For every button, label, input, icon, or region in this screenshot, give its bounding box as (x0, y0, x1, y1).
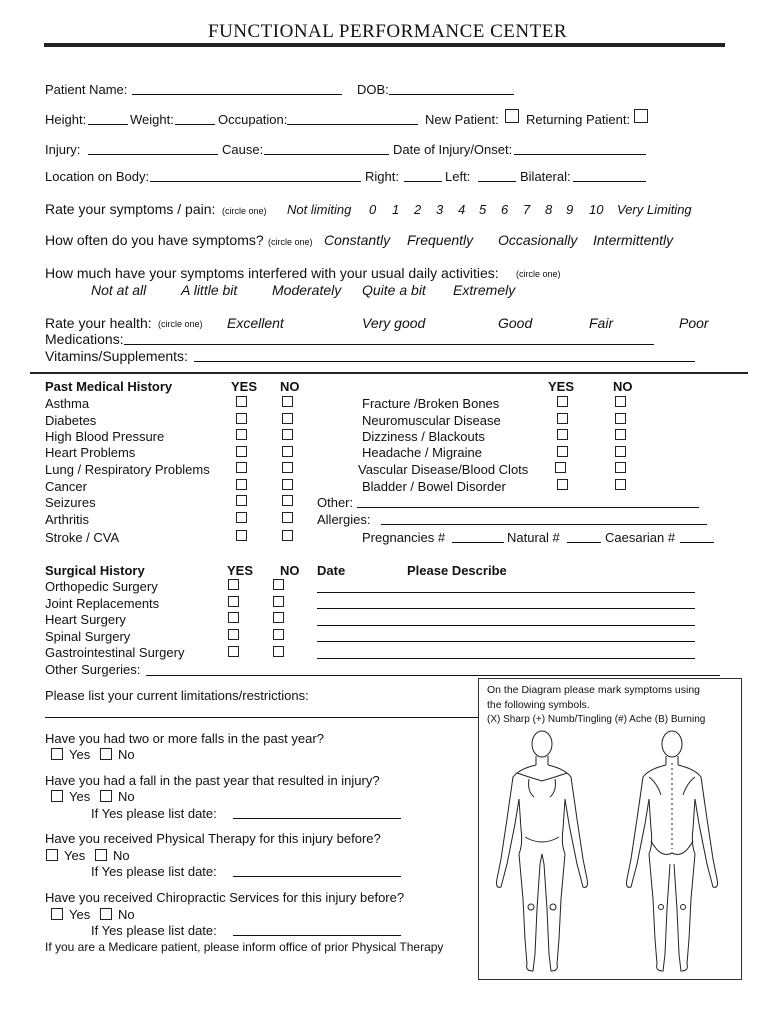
pmh-item-fracture: Fracture /Broken Bones (362, 396, 500, 411)
other-surgeries-field[interactable] (146, 675, 720, 676)
surgery-heart-no[interactable] (273, 612, 284, 623)
pmh-arthritis-no[interactable] (282, 512, 293, 523)
surgery-heart: Heart Surgery (45, 612, 126, 627)
date-injury-label: Date of Injury/Onset: (393, 142, 513, 157)
pmh-no-header-left: NO (280, 379, 300, 394)
pmh-other-field[interactable] (357, 507, 699, 508)
bilateral-field[interactable] (573, 181, 646, 182)
pmh-cancer-no[interactable] (282, 479, 293, 490)
how-often-label: How often do you have symptoms? (45, 232, 264, 248)
left-field[interactable] (478, 181, 516, 182)
limitations-label: Please list your current limitations/restrictions: (45, 688, 309, 703)
q3-no-label: No (113, 848, 130, 863)
injury-label: Injury: (45, 142, 81, 157)
occupation-label: Occupation: (218, 112, 288, 127)
health-circle-one: (circle one) (158, 319, 203, 329)
medications-label: Medications: (45, 331, 124, 347)
interfere-circle-one: (circle one) (516, 269, 561, 279)
vitamins-field[interactable] (194, 361, 695, 362)
freq-frequently[interactable]: Frequently (407, 232, 474, 248)
pmh-vascular-yes[interactable] (555, 462, 566, 473)
q4-text: Have you received Chiropractic Services for this injury before? (45, 890, 405, 905)
returning-patient-checkbox[interactable] (634, 109, 648, 123)
pmh-item-heart-problems: Heart Problems (45, 445, 136, 460)
surgery-heart-yes[interactable] (228, 612, 239, 623)
pmh-item-vascular: Vascular Disease/Blood Clots (358, 462, 529, 477)
health-fair[interactable]: Fair (589, 315, 614, 331)
health-poor[interactable]: Poor (679, 315, 709, 331)
pmh-hbp-yes[interactable] (236, 429, 247, 440)
pmh-vascular-no[interactable] (615, 462, 626, 473)
q2-no-checkbox[interactable] (100, 790, 112, 802)
pmh-headache-yes[interactable] (557, 446, 568, 457)
natural-field[interactable] (567, 542, 601, 543)
surgery-gastro-line[interactable] (317, 658, 695, 659)
surgery-spinal-yes[interactable] (228, 629, 239, 640)
surgery-spinal-line[interactable] (317, 641, 695, 642)
pmh-asthma-yes[interactable] (236, 396, 247, 407)
q2-no-label: No (118, 789, 135, 804)
q1-no-label: No (118, 747, 135, 762)
pmh-item-stroke: Stroke / CVA (45, 530, 120, 545)
pmh-lung-no[interactable] (282, 462, 293, 473)
returning-patient-label: Returning Patient: (526, 112, 631, 127)
pmh-diabetes-yes[interactable] (236, 413, 247, 424)
height-label: Height: (45, 112, 87, 127)
pmh-bladder-yes[interactable] (557, 479, 568, 490)
interfere-extremely[interactable]: Extremely (453, 282, 516, 298)
caesarian-label: Caesarian # (605, 530, 676, 545)
pmh-heart-yes[interactable] (236, 446, 247, 457)
surgery-gastro-yes[interactable] (228, 646, 239, 657)
bilateral-label: Bilateral: (520, 169, 571, 184)
allergies-field[interactable] (381, 524, 707, 525)
q2-text: Have you had a fall in the past year that resulted in injury? (45, 773, 380, 788)
q1-yes-label: Yes (69, 747, 91, 762)
pmh-dizziness-yes[interactable] (557, 429, 568, 440)
interfere-label: How much have your symptoms interfered with your usual daily activities: (45, 265, 499, 281)
scale-4[interactable]: 4 (458, 202, 466, 217)
q4-if-yes-label: If Yes please list date: (91, 923, 217, 938)
health-good[interactable]: Good (498, 315, 533, 331)
body-figures[interactable] (479, 729, 741, 979)
health-label: Rate your health: (45, 315, 152, 331)
pmh-item-cancer: Cancer (45, 479, 87, 494)
q2-date-field[interactable] (233, 818, 401, 819)
surgery-orthopedic-yes[interactable] (228, 579, 239, 590)
surgery-joint: Joint Replacements (45, 596, 160, 611)
front-body-figure (497, 731, 588, 971)
medications-field[interactable] (124, 344, 654, 345)
interfere-moderately[interactable]: Moderately (272, 282, 342, 298)
surgery-orthopedic-line[interactable] (317, 592, 695, 593)
surgery-spinal: Spinal Surgery (45, 629, 131, 644)
diagram-instructions-line1: On the Diagram please mark symptoms using (487, 684, 700, 696)
surgery-gastro: Gastrointestinal Surgery (45, 645, 185, 660)
cause-label: Cause: (222, 142, 264, 157)
q2-if-yes-label: If Yes please list date: (91, 806, 217, 821)
weight-label: Weight: (130, 112, 174, 127)
pmh-cancer-yes[interactable] (236, 479, 247, 490)
date-injury-field[interactable] (514, 154, 646, 155)
patient-name-field[interactable] (132, 94, 342, 95)
q4-no-label: No (118, 907, 135, 922)
pmh-headache-no[interactable] (615, 446, 626, 457)
q1-no-checkbox[interactable] (100, 748, 112, 760)
location-label: Location on Body: (45, 169, 150, 184)
pmh-item-neuromuscular: Neuromuscular Disease (362, 413, 501, 428)
pmh-heart-no[interactable] (282, 446, 293, 457)
scale-0[interactable]: 0 (369, 202, 377, 217)
cause-field[interactable] (264, 154, 389, 155)
q3-if-yes-label: If Yes please list date: (91, 864, 217, 879)
surgical-describe-header: Please Describe (407, 563, 507, 578)
q2-yes-label: Yes (69, 789, 91, 804)
surgery-spinal-no[interactable] (273, 629, 284, 640)
scale-2[interactable]: 2 (414, 202, 422, 217)
pmh-diabetes-no[interactable] (282, 413, 293, 424)
rate-symptoms-label: Rate your symptoms / pain: (45, 201, 216, 217)
q3-no-checkbox[interactable] (95, 849, 107, 861)
pmh-hbp-no[interactable] (282, 429, 293, 440)
very-limiting-option[interactable]: Very Limiting (617, 202, 692, 217)
right-field[interactable] (404, 181, 442, 182)
caesarian-field[interactable] (680, 542, 714, 543)
pmh-yes-header-left: YES (231, 379, 258, 394)
vitamins-label: Vitamins/Supplements: (45, 348, 188, 364)
q4-date-field[interactable] (233, 935, 401, 936)
pmh-item-diabetes: Diabetes (45, 413, 97, 428)
surgery-joint-no[interactable] (273, 596, 284, 607)
pmh-bladder-no[interactable] (615, 479, 626, 490)
weight-field[interactable] (175, 124, 215, 125)
pmh-item-bladder: Bladder / Bowel Disorder (362, 479, 506, 494)
pmh-item-seizures: Seizures (45, 495, 96, 510)
interfere-a-little-bit[interactable]: A little bit (181, 282, 238, 298)
pmh-heading: Past Medical History (45, 379, 173, 394)
body-diagram-panel (478, 678, 742, 980)
pmh-asthma-no[interactable] (282, 396, 293, 407)
surgical-yes-header: YES (227, 563, 254, 578)
new-patient-checkbox[interactable] (505, 109, 519, 123)
pmh-arthritis-yes[interactable] (236, 512, 247, 523)
pmh-item-lung: Lung / Respiratory Problems (45, 462, 210, 477)
interfere-quite-a-bit[interactable]: Quite a bit (362, 282, 426, 298)
surgery-orthopedic: Orthopedic Surgery (45, 579, 158, 594)
q1-text: Have you had two or more falls in the past year? (45, 731, 324, 746)
dob-field[interactable] (389, 94, 514, 95)
health-very-good[interactable]: Very good (362, 315, 426, 331)
pmh-other-label: Other: (317, 495, 354, 510)
surgical-no-header: NO (280, 563, 300, 578)
freq-intermittently[interactable]: Intermittently (593, 232, 674, 248)
pmh-stroke-no[interactable] (282, 530, 293, 541)
pmh-lung-yes[interactable] (236, 462, 247, 473)
q3-date-field[interactable] (233, 876, 401, 877)
surgical-heading: Surgical History (45, 563, 145, 578)
q1-yes-checkbox[interactable] (51, 748, 63, 760)
scale-10[interactable]: 10 (589, 202, 604, 217)
allergies-label: Allergies: (317, 512, 371, 527)
surgery-heart-line[interactable] (317, 625, 695, 626)
dob-label: DOB: (357, 82, 389, 97)
height-field[interactable] (88, 124, 128, 125)
scale-8[interactable]: 8 (545, 202, 553, 217)
scale-5[interactable]: 5 (479, 202, 487, 217)
surgery-gastro-no[interactable] (273, 646, 284, 657)
pmh-fracture-yes[interactable] (557, 396, 568, 407)
pmh-dizziness-no[interactable] (615, 429, 626, 440)
q4-no-checkbox[interactable] (100, 908, 112, 920)
left-label: Left: (445, 169, 471, 184)
occupation-field[interactable] (287, 124, 418, 125)
pmh-item-dizziness: Dizziness / Blackouts (362, 429, 485, 444)
pmh-item-headache: Headache / Migraine (362, 445, 482, 460)
surgical-date-header: Date (317, 563, 346, 578)
page-title: FUNCTIONAL PERFORMANCE CENTER (208, 21, 567, 42)
scale-1[interactable]: 1 (392, 202, 400, 217)
pmh-seizures-yes[interactable] (236, 495, 247, 506)
section-divider-1 (30, 372, 748, 374)
patient-name-label: Patient Name: (45, 82, 128, 97)
diagram-instructions-line2: the following symbols. (487, 699, 590, 711)
title-rule (44, 43, 725, 47)
scale-6[interactable]: 6 (501, 202, 509, 217)
location-field[interactable] (150, 181, 361, 182)
natural-label: Natural # (507, 530, 560, 545)
q3-yes-checkbox[interactable] (46, 849, 58, 861)
pmh-item-high-blood-pressure: High Blood Pressure (45, 429, 165, 444)
interfere-not-at-all[interactable]: Not at all (91, 282, 147, 298)
pmh-neuromuscular-yes[interactable] (557, 413, 568, 424)
scale-9[interactable]: 9 (566, 202, 574, 217)
surgery-orthopedic-no[interactable] (273, 579, 284, 590)
pmh-stroke-yes[interactable] (236, 530, 247, 541)
q3-yes-label: Yes (64, 848, 86, 863)
q4-yes-checkbox[interactable] (51, 908, 63, 920)
scale-3[interactable]: 3 (436, 202, 444, 217)
freq-constantly[interactable]: Constantly (324, 232, 391, 248)
limitations-field[interactable] (45, 717, 478, 718)
injury-field[interactable] (88, 154, 218, 155)
medicare-note: If you are a Medicare patient, please inform office of prior Physical Therapy (45, 940, 444, 954)
scale-7[interactable]: 7 (523, 202, 531, 217)
back-body-figure (627, 731, 718, 971)
pmh-item-arthritis: Arthritis (45, 512, 90, 527)
pmh-item-asthma: Asthma (45, 396, 90, 411)
how-often-circle-one: (circle one) (268, 237, 313, 247)
q2-yes-checkbox[interactable] (51, 790, 63, 802)
pregnancies-label: Pregnancies # (362, 530, 446, 545)
pmh-neuromuscular-no[interactable] (615, 413, 626, 424)
pregnancies-field[interactable] (452, 542, 504, 543)
pmh-yes-header-right: YES (548, 379, 575, 394)
pmh-fracture-no[interactable] (615, 396, 626, 407)
diagram-legend: (X) Sharp (+) Numb/Tingling (#) Ache (B) Burning (487, 714, 706, 725)
other-surgeries-label: Other Surgeries: (45, 662, 141, 677)
surgery-joint-yes[interactable] (228, 596, 239, 607)
pmh-seizures-no[interactable] (282, 495, 293, 506)
freq-occasionally[interactable]: Occasionally (498, 232, 578, 248)
rate-symptoms-circle-one: (circle one) (222, 206, 267, 216)
surgery-joint-line[interactable] (317, 608, 695, 609)
right-label: Right: (365, 169, 399, 184)
pmh-no-header-right: NO (613, 379, 633, 394)
not-limiting-option[interactable]: Not limiting (287, 202, 352, 217)
q3-text: Have you received Physical Therapy for this injury before? (45, 831, 381, 846)
new-patient-label: New Patient: (425, 112, 499, 127)
q4-yes-label: Yes (69, 907, 91, 922)
health-excellent[interactable]: Excellent (227, 315, 284, 331)
